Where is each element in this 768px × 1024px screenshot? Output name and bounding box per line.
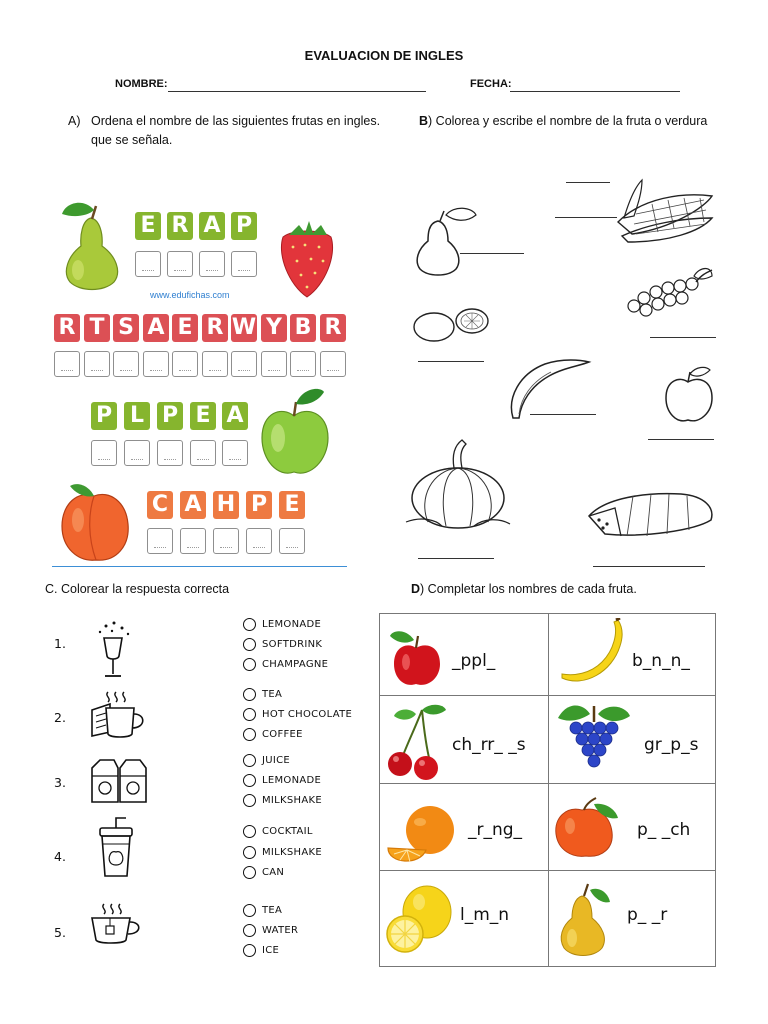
hot-mug-icon xyxy=(88,686,150,742)
question-number: 5. xyxy=(54,925,66,940)
letter-tile: R xyxy=(54,314,80,342)
letter-tile: E xyxy=(279,491,305,519)
fill-word: l_m_n xyxy=(460,905,510,925)
answer-box[interactable] xyxy=(157,440,183,466)
section-a-instruction xyxy=(91,112,380,150)
page-title: EVALUACION DE INGLES xyxy=(304,48,464,63)
letter-tile: P xyxy=(157,402,183,430)
answer-box[interactable] xyxy=(167,251,193,277)
option-label: ICE xyxy=(262,945,280,956)
option-label: JUICE xyxy=(262,755,291,766)
answer-line[interactable] xyxy=(593,566,705,567)
pear-icon xyxy=(410,205,480,280)
letter-tile: E xyxy=(190,402,216,430)
option-label: LEMONADE xyxy=(262,619,322,630)
option-label: COFFEE xyxy=(262,729,303,740)
section-b-text: ) Colorea y escribe el nombre de la fruta o verdura xyxy=(428,114,708,128)
nombre-field[interactable] xyxy=(168,91,426,92)
apple-icon xyxy=(660,366,720,426)
grid-divider xyxy=(380,870,715,871)
peach-icon xyxy=(552,796,632,860)
watermelon-icon xyxy=(585,486,720,544)
letter-tile: H xyxy=(213,491,239,519)
answer-box[interactable] xyxy=(320,351,346,377)
option-radio[interactable] xyxy=(243,794,256,807)
letter-tile: Y xyxy=(261,314,287,342)
fill-word: b_n_n_ xyxy=(632,651,690,671)
lemon-icon xyxy=(383,882,457,956)
answer-box[interactable] xyxy=(113,351,139,377)
option-label: SOFTDRINK xyxy=(262,639,323,650)
letter-tile: E xyxy=(135,212,161,240)
answer-box[interactable] xyxy=(279,528,305,554)
option-radio[interactable] xyxy=(243,754,256,767)
answer-box[interactable] xyxy=(290,351,316,377)
letter-tile: P xyxy=(91,402,117,430)
question-number: 1. xyxy=(54,636,66,651)
fill-word: _ppl_ xyxy=(452,651,496,671)
letter-tile: W xyxy=(231,315,257,340)
letter-tile: A xyxy=(180,491,206,519)
nombre-label: NOMBRE: xyxy=(115,78,168,90)
letter-tile: P xyxy=(231,212,257,240)
section-c-title: C. Colorear la respuesta correcta xyxy=(45,582,230,596)
answer-box[interactable] xyxy=(202,351,228,377)
lemon-icon xyxy=(410,303,495,348)
fecha-field[interactable] xyxy=(510,91,680,92)
question-number: 3. xyxy=(54,775,66,790)
juice-boxes-icon xyxy=(88,754,150,806)
option-label: CHAMPAGNE xyxy=(262,659,329,670)
option-radio[interactable] xyxy=(243,924,256,937)
pear-icon xyxy=(56,198,126,293)
section-b-marker: B xyxy=(419,114,429,128)
banana-icon xyxy=(556,618,630,688)
letter-tile: R xyxy=(320,314,346,342)
fill-word: ch_rr_ _s xyxy=(452,735,526,755)
grid-divider xyxy=(548,614,549,966)
answer-box[interactable] xyxy=(84,351,110,377)
option-label: TEA xyxy=(262,905,283,916)
letter-tile: S xyxy=(113,314,139,342)
fecha-label: FECHA: xyxy=(470,78,512,90)
strawberry-icon xyxy=(275,215,340,300)
letter-tile: B xyxy=(290,314,316,342)
section-a-marker: A) xyxy=(68,114,81,128)
fill-word: _r_ng_ xyxy=(468,820,523,840)
cherries-icon xyxy=(386,702,448,782)
answer-box[interactable] xyxy=(180,528,206,554)
grid-divider xyxy=(380,783,715,784)
answer-box[interactable] xyxy=(231,351,257,377)
apple-icon xyxy=(258,386,333,481)
fill-word: gr_p_s xyxy=(644,735,699,755)
option-radio[interactable] xyxy=(243,866,256,879)
grid-divider xyxy=(380,695,715,696)
answer-line[interactable] xyxy=(460,253,524,254)
answer-box[interactable] xyxy=(91,440,117,466)
answer-box[interactable] xyxy=(124,440,150,466)
option-label: MILKSHAKE xyxy=(262,847,322,858)
answer-box[interactable] xyxy=(199,251,225,277)
fill-word: p_ _r xyxy=(627,905,668,925)
answer-line[interactable] xyxy=(555,217,617,218)
grapes-icon xyxy=(554,700,634,778)
section-b-instruction xyxy=(419,112,707,131)
option-radio[interactable] xyxy=(243,774,256,787)
answer-box[interactable] xyxy=(135,251,161,277)
option-radio[interactable] xyxy=(243,618,256,631)
option-label: LEMONADE xyxy=(262,775,322,786)
letter-tile: L xyxy=(124,402,150,430)
letter-tile: E xyxy=(172,314,198,342)
section-d-text: ) Completar los nombres de cada fruta. xyxy=(420,582,637,596)
answer-box[interactable] xyxy=(231,251,257,277)
option-radio[interactable] xyxy=(243,944,256,957)
answer-box[interactable] xyxy=(213,528,239,554)
question-number: 2. xyxy=(54,710,66,725)
option-label: HOT CHOCOLATE xyxy=(262,709,353,720)
section-d-marker: D xyxy=(411,582,421,596)
letter-tile: A xyxy=(199,212,225,240)
letter-tile: C xyxy=(147,491,173,519)
answer-box[interactable] xyxy=(190,440,216,466)
option-radio[interactable] xyxy=(243,658,256,671)
option-radio[interactable] xyxy=(243,846,256,859)
letter-tile: T xyxy=(84,314,110,342)
letter-tile: A xyxy=(143,314,169,342)
orange-icon xyxy=(386,804,462,868)
peach-icon xyxy=(58,478,133,563)
pumpkin-icon xyxy=(402,436,512,536)
grapes-icon xyxy=(620,266,715,321)
answer-box[interactable] xyxy=(246,528,272,554)
corn-icon xyxy=(612,178,717,246)
answer-line[interactable] xyxy=(648,439,714,440)
answer-line[interactable] xyxy=(650,337,716,338)
option-radio[interactable] xyxy=(243,688,256,701)
option-radio[interactable] xyxy=(243,638,256,651)
question-number: 4. xyxy=(54,849,66,864)
section-a-line1: Ordena el nombre de las siguientes frutas en ingles. xyxy=(91,114,381,128)
option-label: CAN xyxy=(262,867,285,878)
apple-icon xyxy=(386,626,446,688)
option-radio[interactable] xyxy=(243,904,256,917)
option-label: MILKSHAKE xyxy=(262,795,322,806)
answer-box[interactable] xyxy=(172,351,198,377)
option-radio[interactable] xyxy=(243,728,256,741)
milkshake-cup-icon xyxy=(96,814,136,882)
option-radio[interactable] xyxy=(243,708,256,721)
option-label: COCKTAIL xyxy=(262,826,313,837)
option-radio[interactable] xyxy=(243,825,256,838)
watermark-text: www.edufichas.com xyxy=(150,290,230,300)
letter-tile: A xyxy=(222,402,248,430)
fill-word: p_ _ch xyxy=(637,820,691,840)
pear-icon xyxy=(552,880,616,958)
answer-box[interactable] xyxy=(54,351,80,377)
answer-line[interactable] xyxy=(566,182,610,183)
answer-box[interactable] xyxy=(147,528,173,554)
answer-box[interactable] xyxy=(222,440,248,466)
answer-line[interactable] xyxy=(418,558,494,559)
answer-box[interactable] xyxy=(261,351,287,377)
section-d-instruction xyxy=(411,580,637,599)
section-a-line2: que se señala. xyxy=(91,133,173,147)
tea-cup-icon xyxy=(88,900,146,946)
letter-tile: P xyxy=(246,491,272,519)
section-a-divider xyxy=(52,566,347,567)
answer-box[interactable] xyxy=(143,351,169,377)
champagne-glass-icon xyxy=(92,620,134,682)
option-label: TEA xyxy=(262,689,283,700)
option-label: WATER xyxy=(262,925,299,936)
letter-tile: R xyxy=(167,212,193,240)
answer-line[interactable] xyxy=(418,361,484,362)
letter-tile: R xyxy=(202,314,228,342)
answer-line[interactable] xyxy=(530,414,596,415)
